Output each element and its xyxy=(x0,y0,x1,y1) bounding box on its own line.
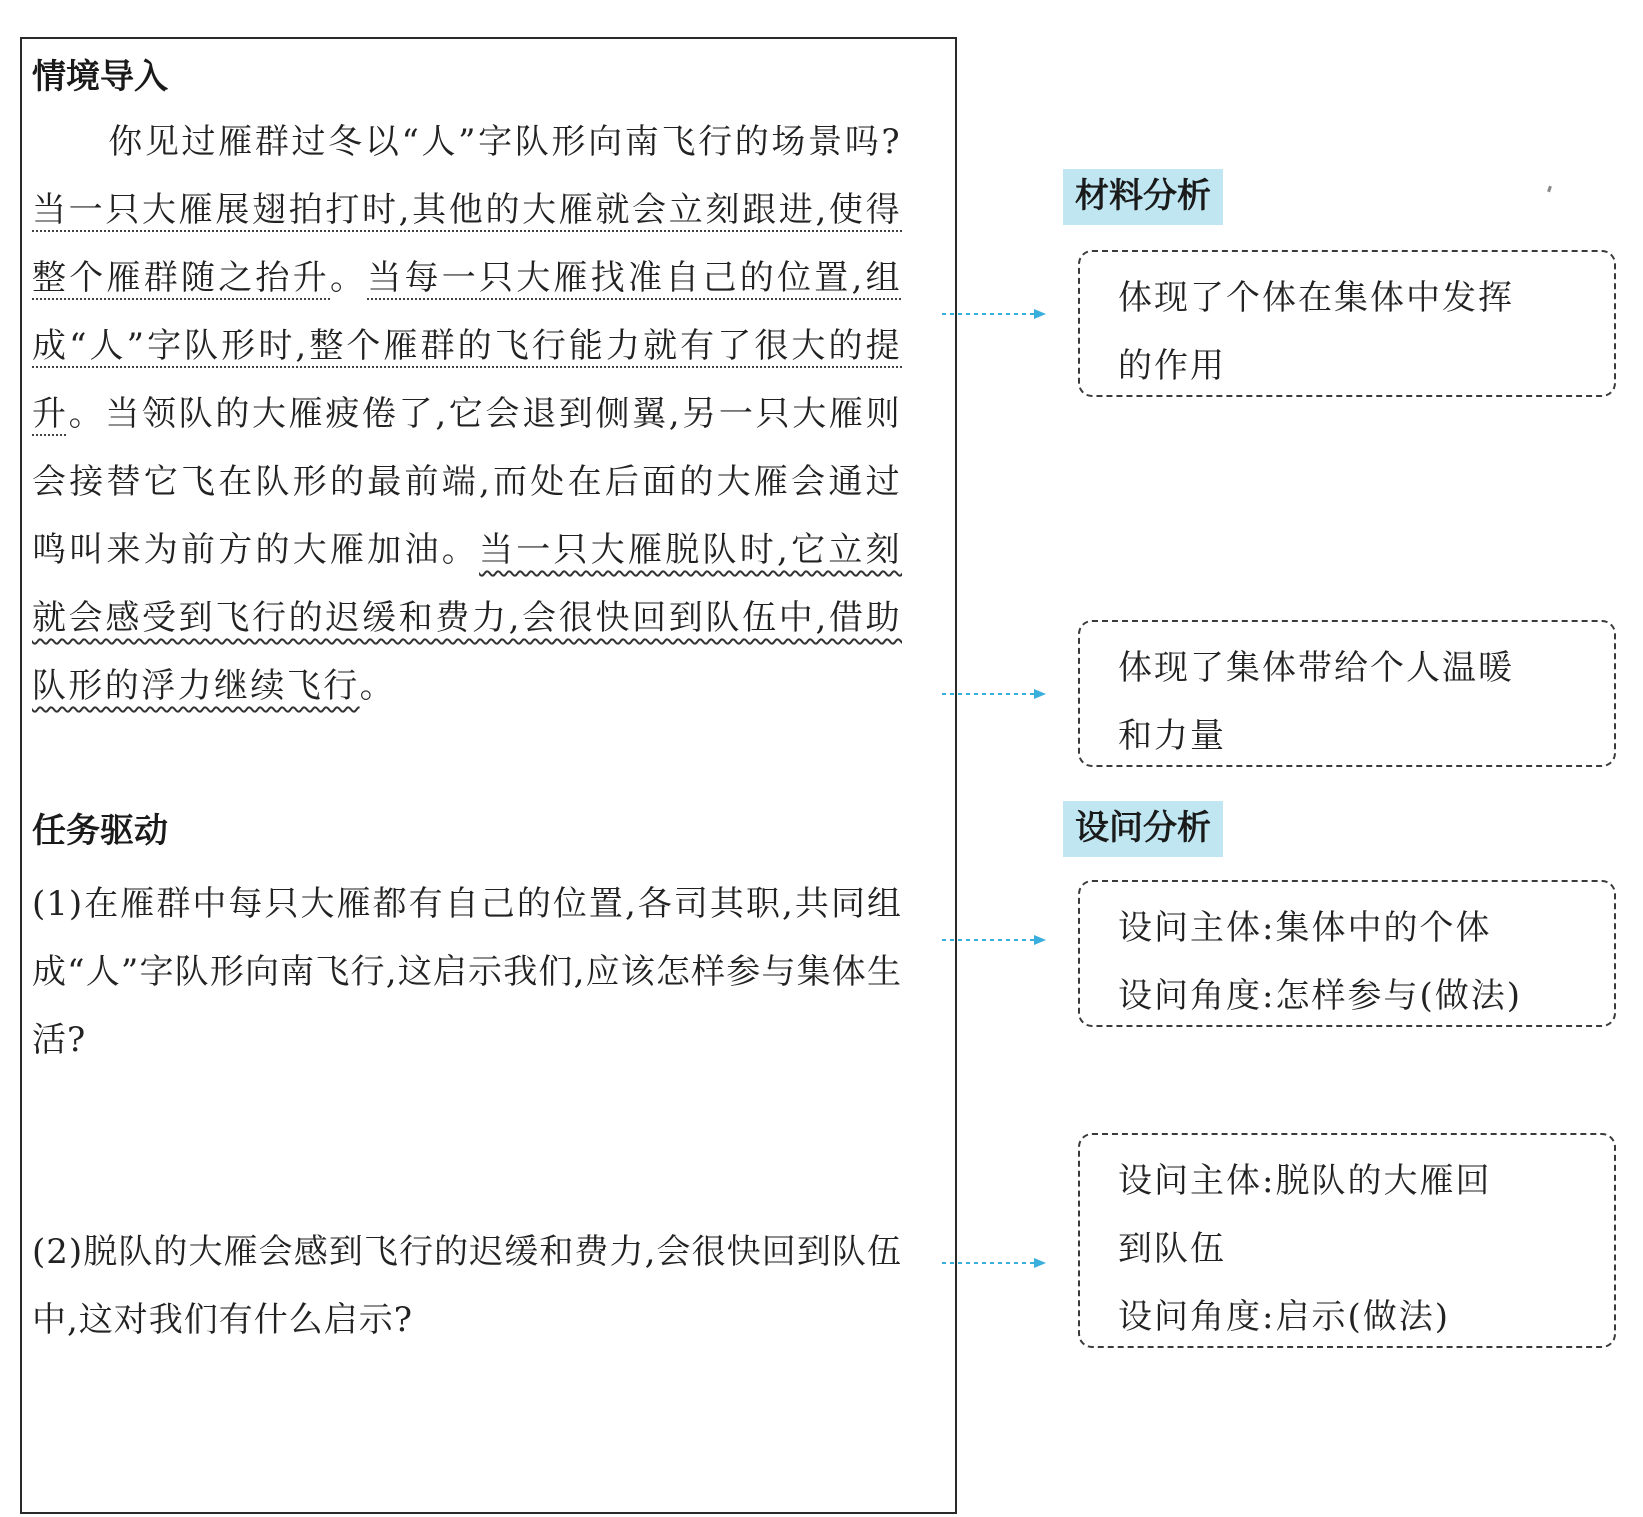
note-line: 设问主体:脱队的大雁回 xyxy=(1118,1161,1492,1201)
sentence-end-1: 。 xyxy=(330,258,368,298)
task-heading: 任务驱动 xyxy=(32,811,168,851)
note-line: 设问主体:集体中的个体 xyxy=(1118,908,1492,948)
note-line: 设问角度:启示(做法) xyxy=(1118,1297,1450,1337)
material-note-1 xyxy=(1078,250,1616,397)
connector-arrow-3 xyxy=(940,930,1050,950)
note-line: 体现了集体带给个人温暖 xyxy=(1118,648,1514,688)
note-line: 和力量 xyxy=(1118,716,1226,756)
underlined-sentence-2: 当每一只大雁找准自己的位置,组成“人”字队形时,整个雁群的飞行能力就有了很大的提升 xyxy=(32,258,903,434)
note-line: 体现了个体在集体中发挥 xyxy=(1118,278,1514,318)
sentence-end-2: 。 xyxy=(68,394,106,434)
connector-arrow-2 xyxy=(940,684,1050,704)
sentence-end-3: 。 xyxy=(359,666,397,706)
connector-arrow-1 xyxy=(940,304,1050,324)
question-note-1 xyxy=(1078,880,1616,1027)
wavy-sentence: 当一只大雁脱队时,它立刻就会感受到飞行的迟缓和费力,会很快回到队伍中,借助队形的浮力继续飞行 xyxy=(32,530,902,706)
material-analysis-label: 材料分析 xyxy=(1063,169,1223,225)
scenario-middle: 当领队的大雁疲倦了,它会退到侧翼,另一只大雁则会接替它飞在队形的最前端,而处在后面的大雁会通过鸣叫来为前方的大雁加油。 xyxy=(32,394,902,570)
question-2: (2)脱队的大雁会感到飞行的迟缓和费力,会很快回到队伍中,这对我们有什么启示? xyxy=(32,1232,902,1340)
connector-arrow-4 xyxy=(940,1253,1050,1273)
question-analysis-label: 设问分析 xyxy=(1063,801,1223,857)
note-line: 的作用 xyxy=(1118,346,1226,386)
material-note-2 xyxy=(1078,620,1616,767)
note-line: 到队伍 xyxy=(1118,1229,1226,1269)
scenario-paragraph xyxy=(32,108,902,720)
underlined-sentence-1: 当一只大雁展翅拍打时,其他的大雁就会立刻跟进,使得整个雁群随之抬升 xyxy=(32,190,902,298)
question-1: (1)在雁群中每只大雁都有自己的位置,各司其职,共同组成“人”字队形向南飞行,这启示我们,应该怎样参与集体生活? xyxy=(32,884,902,1060)
stray-mark xyxy=(1547,186,1552,193)
note-line: 设问角度:怎样参与(做法) xyxy=(1118,976,1522,1016)
scenario-heading: 情境导入 xyxy=(32,57,168,97)
question-note-2 xyxy=(1078,1133,1616,1348)
scenario-intro: 你见过雁群过冬以“人”字队形向南飞行的场景吗? xyxy=(108,122,902,162)
